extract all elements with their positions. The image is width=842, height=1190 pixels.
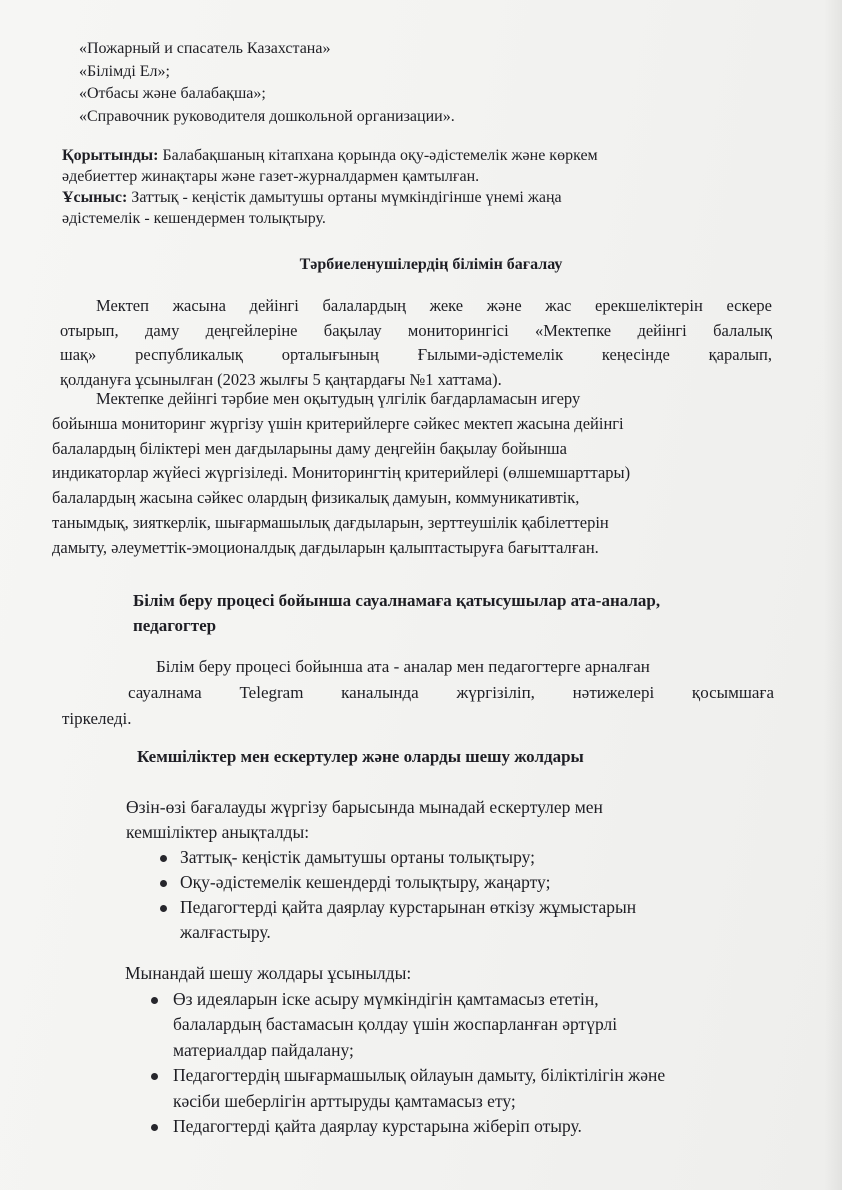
conclusion-line — [62, 145, 598, 166]
conclusion-text: Балабақшаның кітапхана қорында оқу-әдістемелік және көркем — [158, 147, 598, 164]
paragraph-line: қолдануға ұсынылған (2023 жылғы 5 қаңтардағы №1 хаттама). — [60, 369, 502, 389]
list-item-text: балалардың бастамасын қолдау үшін жоспарланған әртүрлі — [173, 1014, 618, 1034]
bullet-icon — [151, 1073, 158, 1080]
paragraph-line: балалардың біліктері мен дағдыларыны даму деңгейін бақылау бойынша — [52, 438, 567, 458]
shortcomings-heading: Кемшіліктер мен ескертулер және оларды шешу жолдары — [137, 747, 584, 766]
paragraph-line: бойынша мониторинг жүргізу үшін критерийлерге сәйкес мектеп жасына дейінгі — [52, 413, 624, 433]
bullet-icon — [151, 997, 158, 1004]
list-item — [126, 845, 636, 870]
list-item-text: Заттық- кеңістік дамытушы ортаны толықтыру; — [180, 847, 535, 867]
solutions-section — [125, 961, 665, 1140]
list-item — [126, 870, 636, 895]
proposal-label: Ұсыныс: — [62, 189, 128, 206]
shortcomings-intro: кемшіліктер анықталды: — [126, 822, 310, 842]
paragraph-line: шақ» республикалық орталығының Ғылыми-әдістемелік кеңесінде қаралып, — [60, 345, 772, 364]
survey-heading-line: Білім беру процесі бойынша сауалнамаға қатысушылар ата-аналар, — [133, 591, 661, 610]
assessment-paragraph-2 — [52, 387, 770, 561]
paragraph-line: индикаторлар жүйесі жүргізіледі. Мониторингтің критерийлері (өлшемшарттары) — [52, 463, 631, 483]
publication-item: «Пожарный и спасатель Казахстана» — [79, 40, 331, 57]
shortcomings-intro: Өзін-өзі бағалауды жүргізу барысында мынадай ескертулер мен — [126, 797, 603, 817]
paragraph-line: отырып, даму деңгейлеріне бақылау мониторингісі «Мектепке дейінгі балалық — [60, 320, 772, 340]
list-item-text: Педагогтерді қайта даярлау курстарынан өткізу жұмыстарын — [180, 897, 637, 917]
list-item — [126, 895, 636, 945]
list-item — [125, 987, 665, 1064]
bullet-icon — [160, 905, 167, 912]
solutions-intro: Мынандай шешу жолдары ұсынылды: — [125, 963, 412, 983]
bullet-icon — [160, 855, 167, 862]
paragraph-line: балалардың жасына сәйкес олардың физикалық дамуын, коммуникативтік, — [52, 488, 580, 508]
page-edge-shadow — [824, 0, 842, 1190]
conclusion-text: әдебиеттер жинақтары және газет-журналдармен қамтылған. — [62, 168, 480, 185]
list-item-text: кәсіби шеберлігін арттыруды қамтамасыз ету; — [173, 1090, 516, 1111]
paragraph-line: дамыту, әлеуметтік-эмоционалдық дағдыларын қалыптастыруға бағытталған. — [52, 537, 599, 557]
survey-line: сауалнама Telegram каналында жүргізіліп, нәтижелері қосымшаға — [128, 683, 774, 702]
survey-line: Білім беру процесі бойынша ата - аналар мен педагогтерге арналған — [156, 657, 650, 676]
list-item-text: Өз идеяларын іске асыру мүмкіндігін қамтамасыз ететін, — [173, 988, 599, 1009]
paragraph-line: Мектеп жасына дейінгі балалардың жеке және жас ерекшеліктерін ескере — [96, 296, 772, 315]
survey-heading-line: педагогтер — [133, 616, 217, 635]
survey-line: тіркеледі. — [62, 709, 132, 728]
list-item-text: Педагогтердің шығармашылық ойлауын дамыту, біліктілігін және — [173, 1065, 666, 1085]
publication-item: «Справочник руководителя дошкольной организации». — [79, 107, 455, 125]
paragraph-line: танымдық, зияткерлік, шығармашылық дағдыларын, зерттеушілік қабілеттерін — [52, 512, 609, 532]
list-item — [125, 1114, 665, 1140]
shortcomings-section — [126, 795, 636, 945]
list-item — [125, 1063, 665, 1114]
list-item-text: Педагогтерді қайта даярлау курстарына жіберіп отыру. — [173, 1116, 582, 1136]
list-item-text: жалғастыру. — [180, 922, 271, 942]
publication-item: «Білімді Ел»; — [79, 62, 170, 80]
survey-paragraph — [62, 654, 774, 732]
bullet-icon — [151, 1124, 158, 1131]
conclusion-label: Қорытынды: — [62, 147, 159, 164]
proposal-text: Заттық - кеңістік дамытушы ортаны мүмкіндігінше үнемі жаңа — [127, 189, 562, 206]
survey-heading — [133, 588, 660, 638]
list-item-text: Оқу-әдістемелік кешендерді толықтыру, жаңарту; — [180, 872, 551, 892]
proposal-text: әдістемелік - кешендермен толықтыру. — [62, 210, 326, 227]
proposal-line — [62, 187, 598, 208]
assessment-paragraph-1 — [60, 294, 772, 392]
bullet-icon — [160, 880, 167, 887]
publication-item: «Отбасы және балабақша»; — [79, 85, 266, 102]
list-item-text: материалдар пайдалану; — [173, 1039, 354, 1060]
conclusion-and-proposal — [62, 145, 598, 229]
assessment-heading: Тәрбиеленушілердің білімін бағалау — [299, 256, 563, 273]
publications-list — [79, 38, 455, 128]
paragraph-line: Мектепке дейінгі тәрбие мен оқытудың үлгілік бағдарламасын игеру — [96, 389, 581, 408]
